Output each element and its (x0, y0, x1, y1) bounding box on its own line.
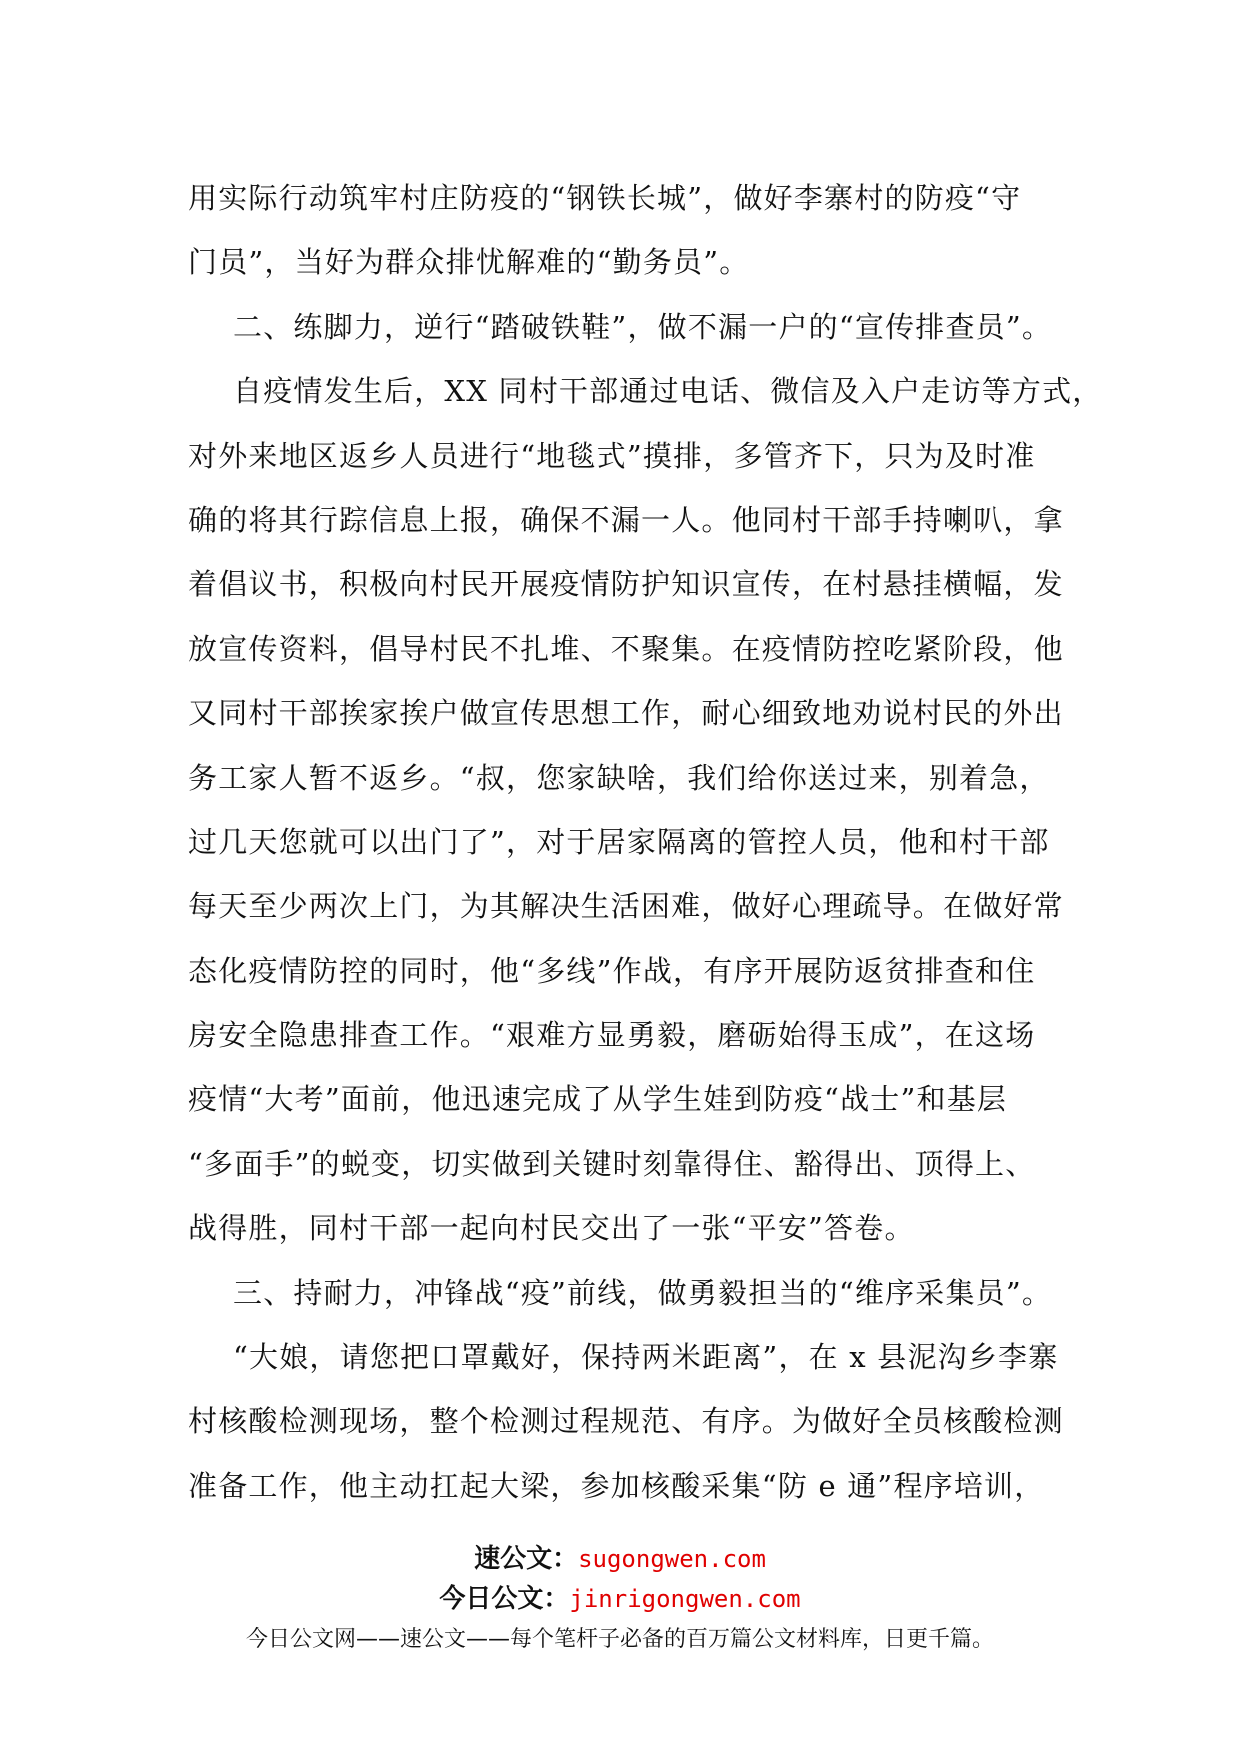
text-line: “多面手”的蜕变，切实做到关键时刻靠得住、豁得出、顶得上、 (188, 1146, 1036, 1181)
footer-jinrigongwen (0, 1578, 1240, 1615)
text-line: 二、练脚力，逆行“踏破铁鞋”，做不漏一户的“宣传排查员”。 (233, 309, 1053, 344)
text-line: 房安全隐患排查工作。“艰难方显勇毅，磨砺始得玉成”，在这场 (188, 1018, 1036, 1053)
text-line: 过几天您就可以出门了”，对于居家隔离的管控人员，他和村干部 (188, 824, 1050, 859)
text-line: 放宣传资料，倡导村民不扎堆、不聚集。在疫情防控吃紧阶段，他 (188, 631, 1064, 666)
footer-slogan: 今日公文网——速公文——每个笔杆子必备的百万篇公文材料库，日更千篇。 (245, 1627, 994, 1652)
text-line: “大娘，请您把口罩戴好，保持两米距离”，在 x 县泥沟乡李寨 (233, 1340, 1059, 1375)
text-line: 三、持耐力，冲锋战“疫”前线，做勇毅担当的“维序采集员”。 (233, 1275, 1053, 1310)
footer-label-jinrigongwen: 今日公文： (439, 1584, 570, 1614)
text-line: 门员”，当好为群众排忧解难的“勤务员”。 (188, 245, 750, 280)
footer-link-jinrigongwen[interactable]: jinrigongwen.com (569, 1585, 801, 1613)
text-line: 态化疫情防控的同时，他“多线”作战，有序开展防返贫排查和住 (188, 953, 1036, 988)
text-line: 用实际行动筑牢村庄防疫的“钢铁长城”，做好李寨村的防疫“守 (188, 181, 1022, 215)
text-line: 准备工作，他主动扛起大梁，参加核酸采集“防 e 通”程序培训， (188, 1468, 1045, 1503)
text-line: 着倡议书，积极向村民开展疫情防护知识宣传，在村悬挂横幅，发 (188, 567, 1064, 602)
text-line: 疫情“大考”面前，他迅速完成了从学生娃到防疫“战士”和基层 (188, 1082, 1008, 1117)
text-line: 务工家人暂不返乡。“叔，您家缺啥，我们给你送过来，别着急， (188, 760, 1050, 795)
text-line: 对外来地区返乡人员进行“地毯式”摸排，多管齐下，只为及时准 (188, 438, 1036, 473)
text-line: 确的将其行踪信息上报，确保不漏一人。他同村干部手持喇叭，拿 (188, 502, 1064, 537)
text-line: 自疫情发生后，XX 同村干部通过电话、微信及入户走访等方式， (233, 374, 1103, 409)
footer-label-sugongwen: 速公文： (474, 1544, 579, 1574)
text-line: 又同村干部挨家挨户做宣传思想工作，耐心细致地劝说村民的外出 (188, 696, 1064, 731)
footer-sugongwen (0, 1538, 1240, 1575)
text-line: 村核酸检测现场，整个检测过程规范、有序。为做好全员核酸检测 (188, 1404, 1064, 1439)
document-body (188, 166, 1103, 1518)
text-line: 战得胜，同村干部一起向村民交出了一张“平安”答卷。 (188, 1211, 915, 1246)
text-line: 每天至少两次上门，为其解决生活困难，做好心理疏导。在做好常 (188, 889, 1064, 924)
footer-link-sugongwen[interactable]: sugongwen.com (578, 1545, 766, 1573)
